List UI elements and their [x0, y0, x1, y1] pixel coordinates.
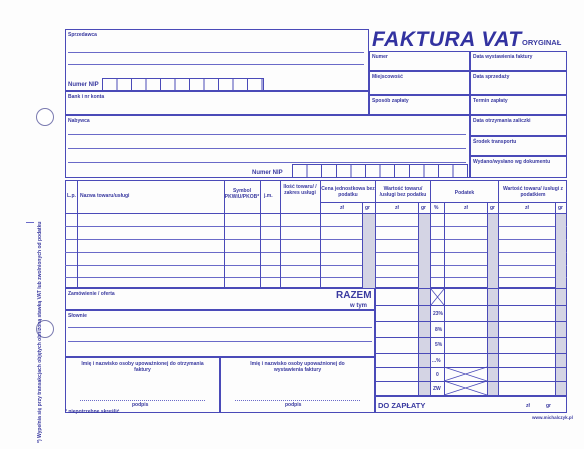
release-label: Wydano/wysłano wg dokumentu — [473, 159, 551, 165]
to-pay-zl: zł — [526, 403, 530, 409]
receiver-signature-label: Imię i nazwisko osoby upoważnionej do otrzymania faktury — [81, 361, 204, 373]
col-net-header: Wartość towaru/ /usługi bez podatku — [379, 186, 427, 198]
unit-price-gr: gr — [365, 205, 370, 211]
issue-date-label: Data wystawienia faktury — [473, 54, 533, 60]
net-zl: zł — [395, 205, 399, 211]
tax-gr: gr — [490, 205, 495, 211]
buyer-nip-label: Numer NIP — [252, 170, 283, 176]
due-date-label: Termin zapłaty — [473, 98, 508, 104]
bank-label: Bank i nr konta — [68, 94, 105, 100]
w-tym-label: w tym — [350, 303, 368, 309]
sale-date-label: Data sprzedaży — [473, 74, 510, 80]
words-label: Słownie — [68, 313, 87, 319]
issuer-podpis: podpis — [285, 402, 302, 408]
col-lp-header: L.p. — [67, 193, 76, 199]
rate-zw: ZW — [433, 386, 441, 392]
website: www.michalczyk.pl — [532, 415, 573, 420]
gross-zl: zł — [525, 205, 529, 211]
col-qty-header: Ilość towaru/ / zakres usługi — [283, 184, 317, 196]
footnote: * niepotrzebne skreślić — [65, 409, 120, 415]
net-gr: gr — [421, 205, 426, 211]
order-label: Zamówienie / oferta — [68, 291, 115, 297]
number-label: Numer — [372, 54, 388, 60]
receiver-podpis: podpis — [132, 402, 149, 408]
tax-zl: zł — [464, 205, 468, 211]
unit-price-zl: zł — [340, 205, 344, 211]
tax-pct: % — [434, 205, 439, 211]
col-tax-header: Podatek — [454, 190, 475, 196]
rate-other: ...% — [432, 358, 441, 364]
rate-8: 8% — [435, 327, 443, 333]
invoice-title: FAKTURA VAT — [372, 28, 522, 51]
col-jm-header: j.m. — [264, 193, 273, 199]
rate-0: 0 — [436, 372, 439, 378]
copy-label: ORYGINAŁ — [522, 38, 562, 47]
seller-label: Sprzedawca — [68, 32, 97, 38]
razem-label: RAZEM — [336, 290, 372, 301]
payment-label: Sposób zapłaty — [372, 98, 409, 104]
place-label: Miejscowość — [372, 74, 403, 80]
rate-5: 5% — [435, 342, 443, 348]
gross-gr: gr — [558, 205, 563, 211]
to-pay-gr: gr — [546, 403, 551, 409]
col-unit-price-header: Cena jednostkowa bez podatku — [321, 186, 375, 198]
col-symbol-header: Symbol PKWiU/PKOB* — [224, 188, 260, 200]
advance-date-label: Data otrzymania zaliczki — [473, 118, 531, 124]
to-pay-label: DO ZAPŁATY — [378, 401, 426, 410]
col-gross-header: Wartość towaru/ /usługi z podatkiem — [502, 186, 564, 198]
buyer-label: Nabywca — [68, 118, 90, 124]
side-note: *) Wypełnia się przy transakcjach objętych obniżoną stawką VAT lub zwolnionych od podatku — [37, 221, 43, 443]
issuer-signature-label: Imię i nazwisko osoby upoważnionej do wystawienia faktury — [250, 361, 345, 373]
col-name-header: Nazwa towaru/usługi — [80, 193, 130, 199]
transport-label: Środek transportu — [473, 139, 517, 145]
seller-nip-label: Numer NIP — [68, 82, 99, 88]
rate-23: 23% — [433, 311, 444, 317]
